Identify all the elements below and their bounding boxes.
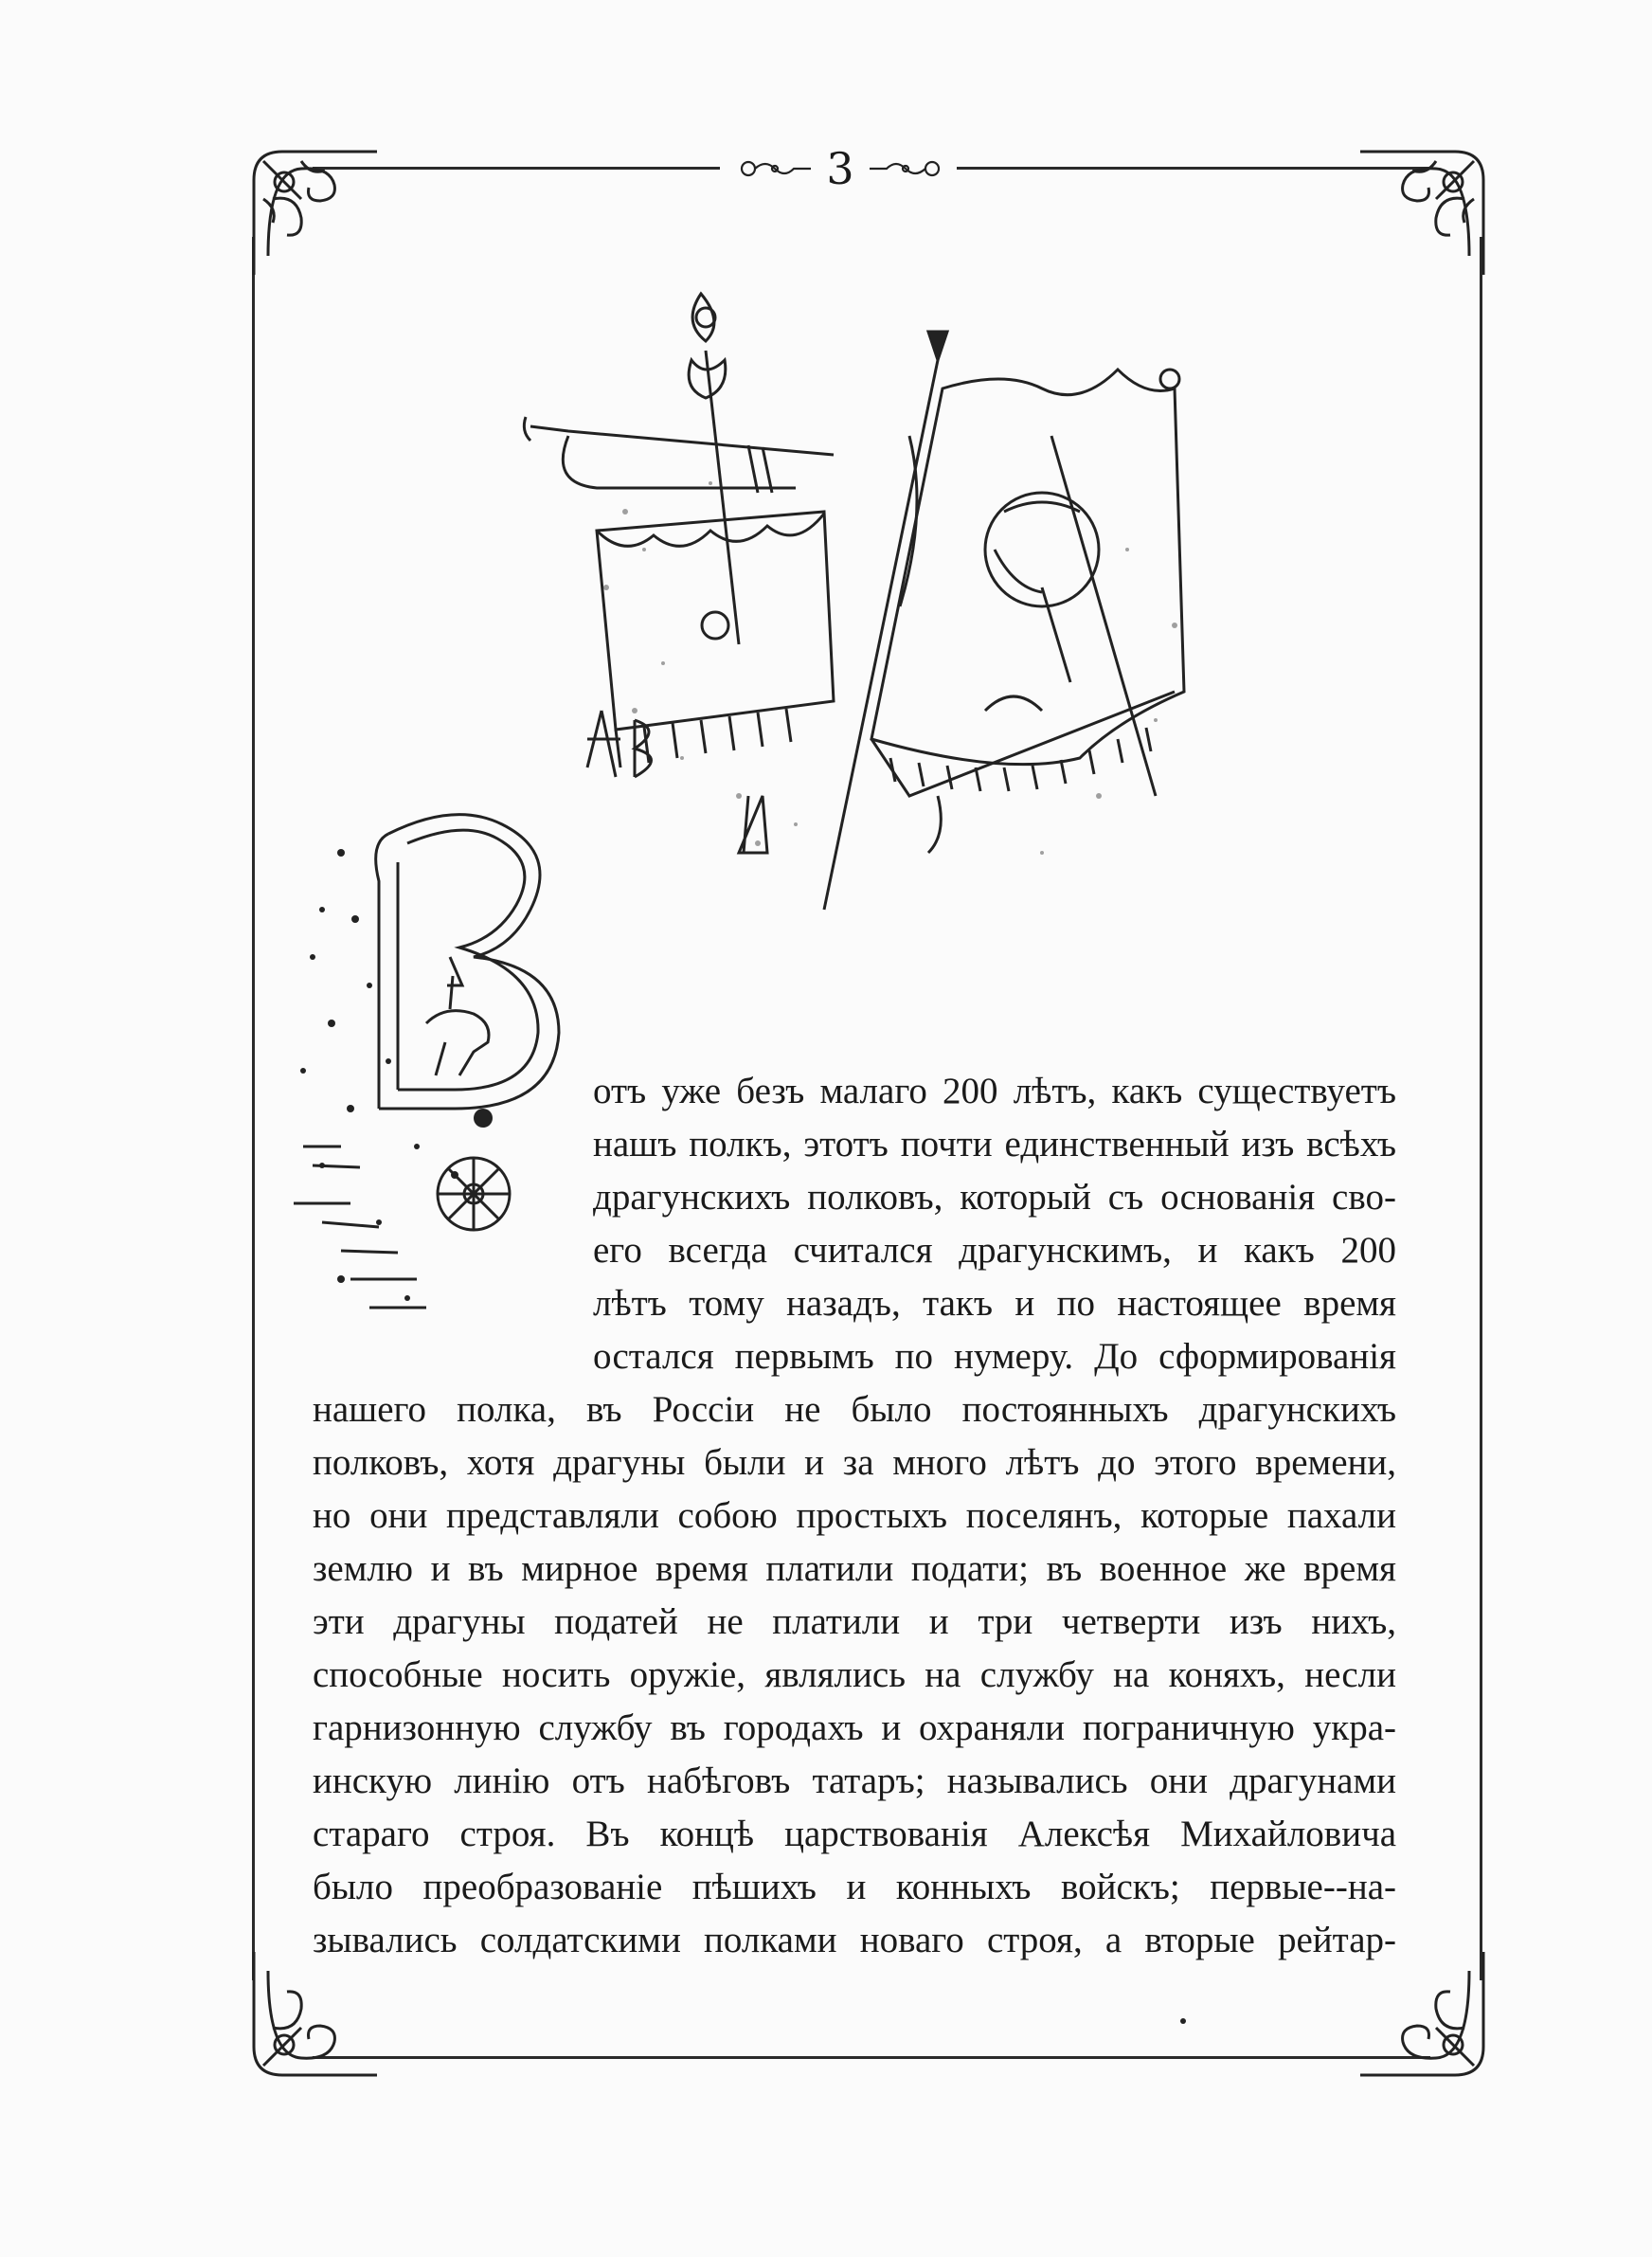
text-line: отъ уже безъ малаго 200 лѣтъ, какъ существуетъ: [593, 1071, 1396, 1111]
text-line: полковъ, хотя драгуны были и за много лѣтъ до этого времени,: [313, 1442, 1396, 1483]
text-line: его всегда считался драгунскимъ, и какъ 200: [593, 1230, 1396, 1271]
text-line: но они представляли собою простыхъ поселянъ, которые пахали: [313, 1495, 1396, 1536]
ornamental-corner-top-right: [1351, 142, 1493, 284]
decorative-dropcap: [284, 805, 597, 1336]
frame-left-border: [252, 237, 255, 1980]
page-number-header: [731, 140, 949, 197]
text-line: нашъ полкъ, этотъ почти единственный изъ всѣхъ: [593, 1124, 1396, 1165]
page-number: 3: [826, 143, 854, 194]
text-line: гарнизонную службу въ городахъ и охраняли пограничную укра-: [313, 1707, 1396, 1748]
text-line: эти драгуны податей не платили и три четверти изъ нихъ,: [313, 1601, 1396, 1642]
military-trophy-illustration: [512, 265, 1250, 929]
flourish-right-icon: [868, 156, 943, 181]
frame-right-border: [1480, 237, 1482, 1980]
text-line: было преобразованіе пѣшихъ и конныхъ войскъ; первые--на-: [313, 1867, 1396, 1907]
text-line: драгунскихъ полковъ, который съ основанія сво-: [593, 1177, 1396, 1218]
body-text-indented: [593, 1065, 1396, 1383]
text-line: инскую линію отъ набѣговъ татаръ; назывались они драгунами: [313, 1760, 1396, 1801]
text-line: стараго строя. Въ концѣ царствованія Алексѣя Михайловича: [313, 1814, 1396, 1854]
body-text-full-width: [313, 1383, 1396, 1967]
text-line: лѣтъ тому назадъ, такъ и по настоящее время: [593, 1283, 1396, 1324]
text-line: землю и въ мирное время платили подати; въ военное же время: [313, 1548, 1396, 1589]
text-line: зывались солдатскими полками новаго строя, а вторые рейтар-: [313, 1920, 1396, 1960]
frame-bottom-border: [313, 2056, 1430, 2059]
text-line: остался первымъ по нумеру. До сформированія: [593, 1336, 1396, 1377]
flourish-left-icon: [737, 156, 813, 181]
ornamental-corner-top-left: [244, 142, 386, 284]
ink-speck: [1180, 2018, 1186, 2024]
text-line: нашего полка, въ Россіи не было постоянныхъ драгунскихъ: [313, 1389, 1396, 1430]
text-line: способные носить оружіе, являлись на службу на коняхъ, несли: [313, 1654, 1396, 1695]
